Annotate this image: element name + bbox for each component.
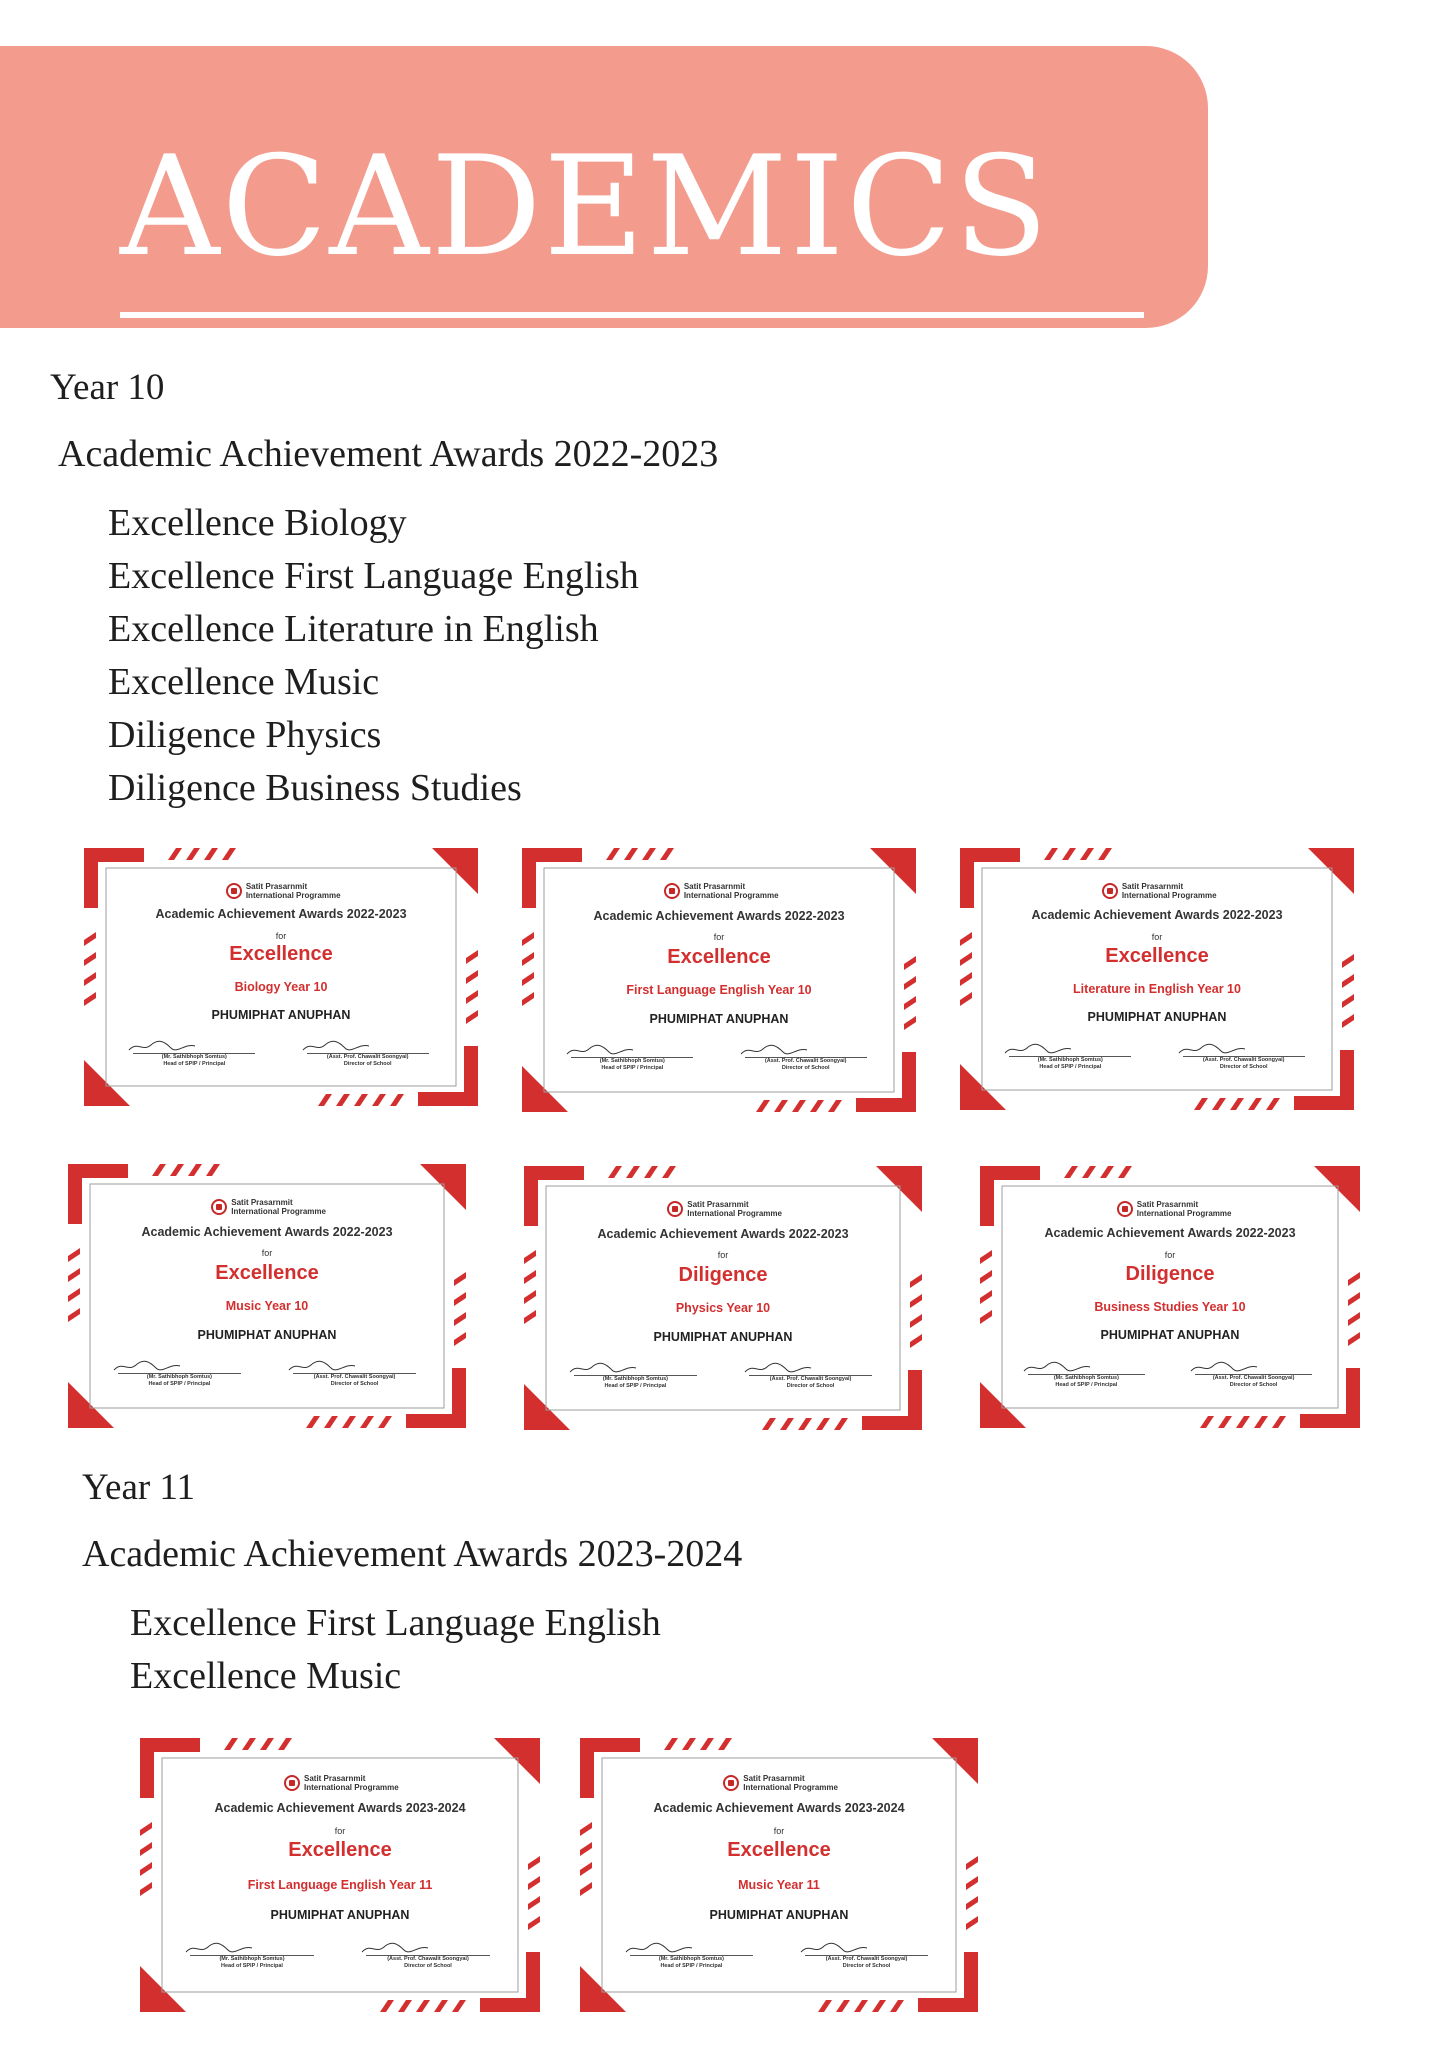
school-name-line2: International Programme bbox=[1136, 1209, 1232, 1219]
signer-role: Director of School bbox=[842, 1962, 891, 1969]
school-name-line2: International Programme bbox=[245, 890, 341, 900]
school-crest-icon bbox=[723, 1775, 739, 1791]
school-name-line1: Satit Prasarnmit bbox=[231, 1198, 293, 1208]
certificate-heading: Academic Achievement Awards 2022-2023 bbox=[597, 1226, 849, 1241]
award-item: Excellence First Language English bbox=[130, 1602, 661, 1644]
school-crest-icon bbox=[664, 883, 680, 899]
signature-icon bbox=[1022, 1360, 1151, 1374]
signer-role: Head of SPIP / Principal bbox=[660, 1962, 723, 1969]
school-logo bbox=[284, 1774, 399, 1792]
signer-name: (Asst. Prof. Chawalit Soongyai) bbox=[769, 1376, 852, 1383]
signature-block-left bbox=[127, 1039, 261, 1068]
signature-icon bbox=[127, 1039, 261, 1053]
school-crest-icon bbox=[667, 1201, 683, 1217]
signature-block-right bbox=[1189, 1360, 1318, 1389]
signature-block-left bbox=[568, 1361, 703, 1390]
signature-block-left bbox=[1022, 1360, 1151, 1389]
school-logo bbox=[664, 882, 779, 900]
award-certificate bbox=[980, 1166, 1360, 1428]
school-logo bbox=[211, 1198, 326, 1216]
school-crest-icon bbox=[284, 1775, 300, 1791]
student-name: PHUMIPHAT ANUPHAN bbox=[211, 1007, 351, 1022]
certificate-subject: First Language English Year 11 bbox=[247, 1877, 433, 1892]
award-item: Diligence Physics bbox=[108, 714, 382, 756]
certificate-heading: Academic Achievement Awards 2022-2023 bbox=[1044, 1226, 1296, 1241]
school-name-line1: Satit Prasarnmit bbox=[245, 881, 308, 891]
certificate-for-text: for bbox=[275, 930, 287, 941]
award-certificate bbox=[84, 848, 478, 1106]
certificate-subject: Business Studies Year 10 bbox=[1094, 1299, 1246, 1314]
certificate-category: Excellence bbox=[215, 1261, 319, 1284]
school-name-line2: International Programme bbox=[1121, 891, 1217, 901]
student-name: PHUMIPHAT ANUPHAN bbox=[270, 1907, 410, 1922]
award-item: Excellence Literature in English bbox=[108, 608, 599, 650]
student-name: PHUMIPHAT ANUPHAN bbox=[653, 1329, 793, 1344]
year-10-award-list bbox=[108, 497, 639, 815]
signature-block-left bbox=[184, 1941, 320, 1970]
certificate-category: Excellence bbox=[288, 1839, 392, 1862]
student-name: PHUMIPHAT ANUPHAN bbox=[1087, 1010, 1227, 1025]
year-11-heading: Year 11 bbox=[82, 1467, 196, 1508]
signer-role: Director of School bbox=[1229, 1381, 1278, 1388]
certificate-heading: Academic Achievement Awards 2022-2023 bbox=[1031, 908, 1283, 923]
school-name-line1: Satit Prasarnmit bbox=[304, 1773, 366, 1783]
header-banner bbox=[0, 46, 1208, 328]
signature-icon bbox=[301, 1039, 435, 1053]
title-underline bbox=[120, 312, 1144, 318]
signature-block-right bbox=[287, 1359, 422, 1388]
signer-role: Director of School bbox=[343, 1060, 392, 1067]
certificate-category: Excellence bbox=[229, 943, 333, 966]
certificate-subject: Biology Year 10 bbox=[234, 979, 328, 994]
certificate-subject: Music Year 10 bbox=[225, 1298, 309, 1313]
award-item: Excellence Music bbox=[130, 1655, 402, 1697]
signer-role: Head of SPIP / Principal bbox=[148, 1381, 211, 1388]
award-certificate bbox=[960, 848, 1354, 1110]
signer-role: Head of SPIP / Principal bbox=[163, 1060, 226, 1067]
signer-name: (Asst. Prof. Chawalit Soongyai) bbox=[326, 1053, 409, 1060]
award-certificate bbox=[524, 1166, 922, 1430]
school-name-line2: International Programme bbox=[687, 1209, 782, 1219]
school-logo bbox=[667, 1200, 782, 1218]
signer-role: Head of SPIP / Principal bbox=[601, 1065, 664, 1072]
signer-name: (Asst. Prof. Chawalit Soongyai) bbox=[1212, 1374, 1295, 1381]
certificate-for-text: for bbox=[713, 932, 725, 943]
certificate-subject: Physics Year 10 bbox=[675, 1300, 771, 1315]
school-name-line1: Satit Prasarnmit bbox=[683, 882, 746, 892]
year-11-awards-title: Academic Achievement Awards 2023-2024 bbox=[82, 1533, 743, 1575]
certificate-category: Excellence bbox=[1105, 944, 1209, 967]
certificate-for-text: for bbox=[334, 1825, 346, 1836]
signer-name: (Mr. Sathibhoph Somtus) bbox=[1037, 1056, 1103, 1063]
certificate-subject: Music Year 11 bbox=[738, 1877, 820, 1892]
school-crest-icon bbox=[1117, 1201, 1133, 1217]
certificate-heading: Academic Achievement Awards 2022-2023 bbox=[141, 1224, 393, 1239]
signature-block-left bbox=[112, 1359, 247, 1388]
signature-icon bbox=[184, 1941, 320, 1955]
year-11-award-list bbox=[130, 1597, 661, 1703]
signature-block-right bbox=[799, 1941, 934, 1970]
certificate-category: Diligence bbox=[678, 1263, 768, 1286]
certificate-category: Diligence bbox=[1125, 1262, 1215, 1285]
certificate-heading: Academic Achievement Awards 2022-2023 bbox=[593, 908, 845, 923]
signer-name: (Mr. Sathibhoph Somtus) bbox=[602, 1376, 668, 1383]
award-certificate bbox=[140, 1738, 540, 2012]
school-crest-icon bbox=[1102, 883, 1118, 899]
school-logo bbox=[723, 1774, 838, 1792]
award-item: Excellence First Language English bbox=[108, 555, 639, 597]
signature-icon bbox=[287, 1359, 422, 1373]
signature-icon bbox=[565, 1043, 699, 1057]
signer-name: (Mr. Sathibhoph Somtus) bbox=[161, 1053, 227, 1060]
school-name-line1: Satit Prasarnmit bbox=[1121, 882, 1184, 892]
signature-icon bbox=[743, 1361, 878, 1375]
signature-block-left bbox=[1003, 1042, 1137, 1071]
school-name-line1: Satit Prasarnmit bbox=[687, 1200, 749, 1210]
school-crest-icon bbox=[226, 883, 242, 899]
signature-icon bbox=[568, 1361, 703, 1375]
school-crest-icon bbox=[211, 1199, 227, 1215]
school-name-line2: International Programme bbox=[683, 891, 779, 901]
signer-role: Director of School bbox=[330, 1381, 379, 1388]
signature-block-right bbox=[360, 1941, 496, 1970]
signer-name: (Asst. Prof. Chawalit Soongyai) bbox=[313, 1374, 396, 1381]
certificate-heading: Academic Achievement Awards 2022-2023 bbox=[155, 907, 407, 922]
signer-role: Head of SPIP / Principal bbox=[1055, 1381, 1118, 1388]
certificate-heading: Academic Achievement Awards 2023-2024 bbox=[653, 1801, 905, 1816]
page-title: ACADEMICS bbox=[120, 126, 1051, 287]
student-name: PHUMIPHAT ANUPHAN bbox=[197, 1327, 337, 1342]
school-name-line1: Satit Prasarnmit bbox=[1136, 1200, 1199, 1210]
signature-icon bbox=[799, 1941, 934, 1955]
signature-block-left bbox=[624, 1941, 759, 1970]
signature-block-right bbox=[301, 1039, 435, 1068]
signer-name: (Mr. Sathibhoph Somtus) bbox=[146, 1374, 212, 1381]
signature-icon bbox=[1003, 1042, 1137, 1056]
school-logo bbox=[226, 882, 341, 900]
signer-name: (Asst. Prof. Chawalit Soongyai) bbox=[387, 1955, 469, 1962]
signer-role: Director of School bbox=[1219, 1063, 1268, 1070]
signer-name: (Asst. Prof. Chawalit Soongyai) bbox=[825, 1955, 908, 1962]
student-name: PHUMIPHAT ANUPHAN bbox=[1100, 1328, 1240, 1343]
signer-role: Director of School bbox=[404, 1962, 452, 1969]
signer-name: (Asst. Prof. Chawalit Soongyai) bbox=[1202, 1056, 1285, 1063]
school-name-line2: International Programme bbox=[743, 1782, 838, 1792]
certificate-for-text: for bbox=[1164, 1249, 1176, 1260]
award-item: Diligence Business Studies bbox=[108, 767, 522, 809]
certificate-category: Excellence bbox=[667, 945, 771, 968]
student-name: PHUMIPHAT ANUPHAN bbox=[709, 1907, 849, 1922]
certificate-for-text: for bbox=[1151, 931, 1163, 942]
certificate-for-text: for bbox=[717, 1250, 729, 1261]
signature-icon bbox=[1177, 1042, 1311, 1056]
certificate-for-text: for bbox=[261, 1248, 273, 1259]
signature-block-right bbox=[1177, 1042, 1311, 1071]
signer-role: Director of School bbox=[781, 1065, 830, 1072]
signer-name: (Mr. Sathibhoph Somtus) bbox=[219, 1955, 285, 1962]
certificate-subject: Literature in English Year 10 bbox=[1073, 981, 1241, 996]
school-name-line2: International Programme bbox=[231, 1207, 326, 1217]
award-item: Excellence Music bbox=[108, 661, 380, 703]
award-certificate bbox=[68, 1164, 466, 1428]
certificate-category: Excellence bbox=[727, 1839, 831, 1862]
student-name: PHUMIPHAT ANUPHAN bbox=[649, 1011, 789, 1026]
certificate-subject: First Language English Year 10 bbox=[626, 982, 812, 997]
signature-icon bbox=[360, 1941, 496, 1955]
certificate-for-text: for bbox=[773, 1825, 785, 1836]
signer-name: (Asst. Prof. Chawalit Soongyai) bbox=[764, 1058, 847, 1065]
signature-block-left bbox=[565, 1043, 699, 1072]
school-logo bbox=[1117, 1200, 1232, 1218]
signature-icon bbox=[739, 1043, 873, 1057]
school-name-line2: International Programme bbox=[304, 1782, 399, 1792]
year-10-awards-title: Academic Achievement Awards 2022-2023 bbox=[58, 433, 719, 475]
award-item: Excellence Biology bbox=[108, 502, 407, 544]
signature-block-right bbox=[739, 1043, 873, 1072]
signer-name: (Mr. Sathibhoph Somtus) bbox=[599, 1058, 665, 1065]
signer-role: Head of SPIP / Principal bbox=[1039, 1063, 1102, 1070]
school-logo bbox=[1102, 882, 1217, 900]
award-certificate bbox=[580, 1738, 978, 2012]
signature-block-right bbox=[743, 1361, 878, 1390]
year-10-heading: Year 10 bbox=[50, 367, 165, 408]
signature-icon bbox=[112, 1359, 247, 1373]
signer-name: (Mr. Sathibhoph Somtus) bbox=[1053, 1374, 1119, 1381]
signer-role: Head of SPIP / Principal bbox=[221, 1962, 283, 1969]
signature-icon bbox=[1189, 1360, 1318, 1374]
signature-icon bbox=[624, 1941, 759, 1955]
award-certificate bbox=[522, 848, 916, 1112]
signer-name: (Mr. Sathibhoph Somtus) bbox=[658, 1955, 724, 1962]
certificate-heading: Academic Achievement Awards 2023-2024 bbox=[214, 1801, 466, 1816]
signer-role: Director of School bbox=[786, 1383, 835, 1390]
school-name-line1: Satit Prasarnmit bbox=[743, 1773, 805, 1783]
signer-role: Head of SPIP / Principal bbox=[604, 1383, 667, 1390]
